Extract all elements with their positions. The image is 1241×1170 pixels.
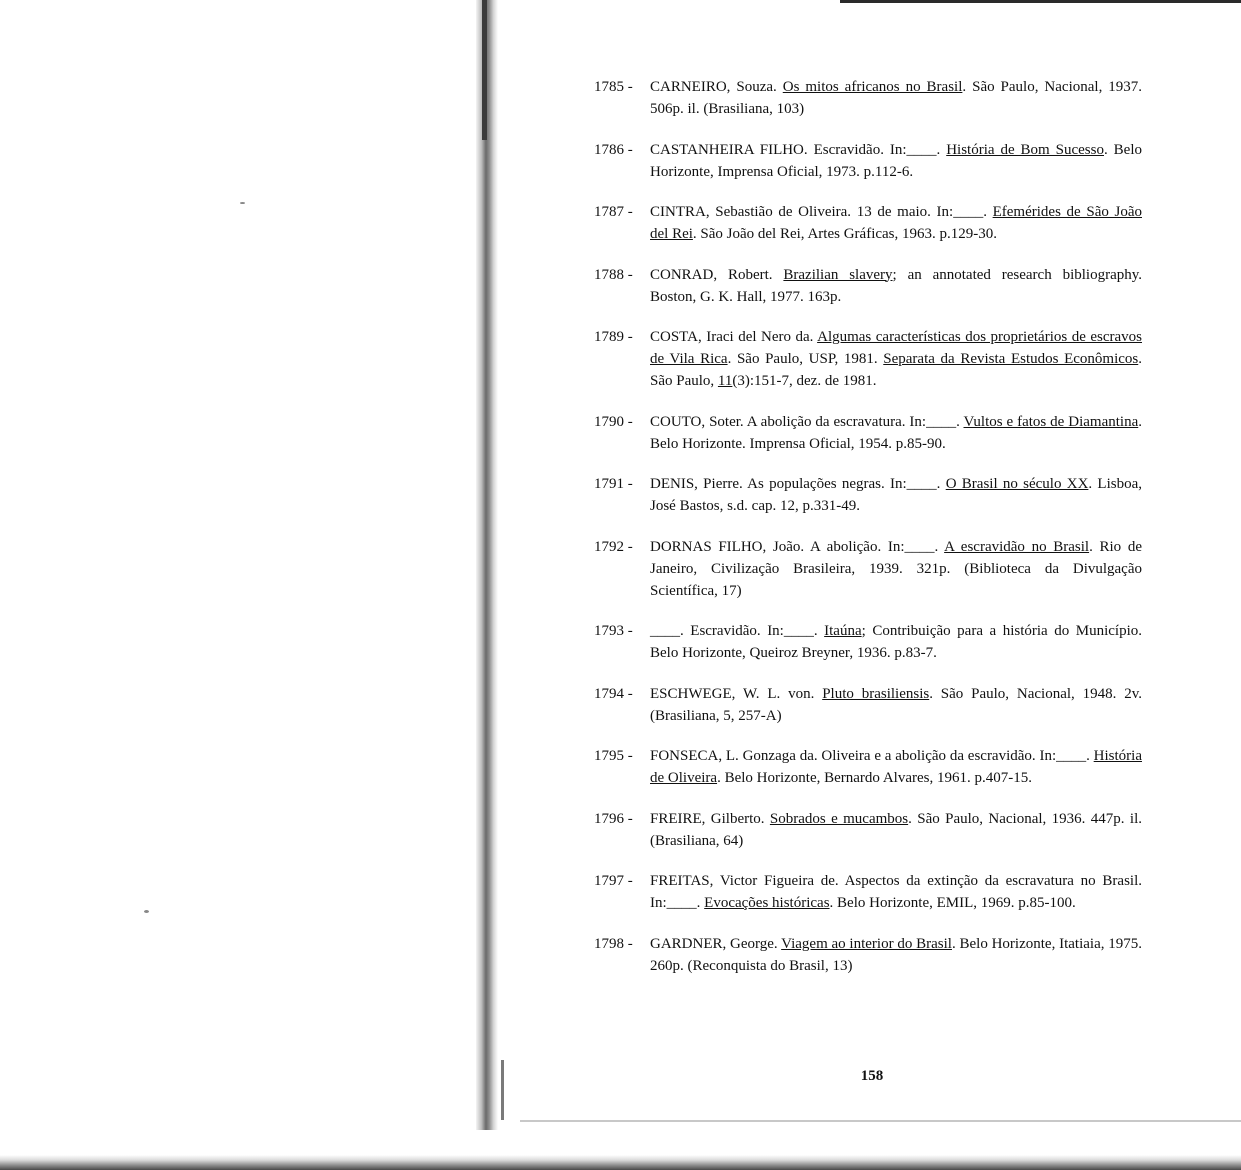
entry-title-underlined: Os mitos africanos no Brasil <box>782 79 963 95</box>
bibliography-entry <box>594 139 1142 183</box>
entry-number: 1791 - <box>594 476 633 492</box>
page-number: 158 <box>860 1068 884 1084</box>
entry-text-segment: . São Paulo, <box>650 351 1142 389</box>
entry-title-underlined: A escravidão no Brasil <box>944 538 1090 555</box>
binding-edge-mark <box>501 1060 504 1120</box>
entry-text-segment: . Belo Horizonte, Itatiaia, 1975. 260p. (Reconquista do Brasil, 13) <box>650 935 1142 974</box>
entry-number: 1792 - <box>594 538 633 555</box>
entry-text-segment: COUTO, Soter. A abolição da escravatura. In:____. <box>650 413 964 430</box>
entry-text <box>650 326 1142 392</box>
entry-text-segment: FONSECA, L. Gonzaga da. Oliveira e a abolição da escravidão. In:____. <box>650 748 1094 764</box>
bibliography-entry <box>594 808 1142 852</box>
entry-number: 1789 - <box>594 329 633 345</box>
entry-title-underlined: 11 <box>717 373 733 389</box>
page-bottom-edge <box>520 1120 1241 1122</box>
entry-text-segment: GARDNER, George. <box>650 935 782 952</box>
book-binding-shadow <box>476 0 498 1130</box>
entry-text <box>650 620 1142 664</box>
entry-text-segment: FREITAS, Victor Figueira de. Aspectos da extinção da escravatura no Brasil. In:____. <box>650 873 1142 911</box>
entry-number: 1796 - <box>594 810 633 827</box>
entry-text-segment: CASTANHEIRA FILHO. Escravidão. In:____. <box>650 141 947 158</box>
entry-number: 1793 - <box>594 623 633 639</box>
bibliography-entry <box>594 620 1142 664</box>
entry-number: 1798 - <box>594 935 633 952</box>
entry-text-segment: ; Contribuição para a história do Município. Belo Horizonte, Queiroz Breyner, 1936. p.83-7. <box>650 623 1142 661</box>
entry-number: 1786 - <box>594 141 633 158</box>
entry-text-segment: . Lisboa, José Bastos, s.d. cap. 12, p.331-49. <box>650 476 1142 514</box>
bibliography-entry <box>594 536 1142 602</box>
entry-text <box>650 745 1142 789</box>
bibliography-entry <box>594 326 1142 392</box>
entry-title-underlined: Evocações históricas <box>704 895 830 911</box>
bibliography-entry <box>594 933 1142 977</box>
entry-text-segment: ____. Escravidão. In:____. <box>650 623 825 639</box>
bibliography-entry <box>594 683 1142 727</box>
entry-number: 1785 - <box>594 79 633 95</box>
entry-text <box>650 264 1142 308</box>
entry-text <box>650 933 1142 977</box>
entry-text-segment: . São Paulo, Nacional, 1937. 506p. il. (Brasiliana, 103) <box>650 79 1143 117</box>
entry-text-segment: FREIRE, Gilberto. <box>650 810 770 827</box>
entry-title-underlined: Pluto brasiliensis <box>822 685 930 702</box>
bibliography-entry <box>594 76 1142 120</box>
entry-title-underlined: Algumas características dos proprietários de escravos de Vila Rica <box>650 329 1142 367</box>
bibliography-entry <box>594 473 1142 517</box>
entry-text <box>650 683 1142 727</box>
scan-top-edge <box>840 0 1241 3</box>
entry-text-segment: . São Paulo, USP, 1981. <box>727 351 884 367</box>
entry-title-underlined: O Brasil no século XX <box>945 476 1089 492</box>
entry-title-underlined: Vultos e fatos de Diamantina <box>963 413 1139 430</box>
bibliography-entry <box>594 201 1142 245</box>
entry-text <box>650 808 1142 852</box>
scan-speck <box>144 910 149 913</box>
entry-number: 1790 - <box>594 413 633 430</box>
scan-speck <box>240 202 245 204</box>
scan-bottom-shadow <box>0 1155 1241 1170</box>
entry-text <box>650 473 1142 517</box>
entry-text <box>650 139 1142 183</box>
entry-title-underlined: Brazilian slavery <box>783 266 893 283</box>
bibliography-entry <box>594 870 1142 914</box>
bibliography-entry <box>594 745 1142 789</box>
entry-number: 1788 - <box>594 266 633 283</box>
entry-number: 1794 - <box>594 685 633 702</box>
entry-text-segment: (3):151-7, dez. de 1981. <box>732 373 877 389</box>
entry-text-segment: . Belo Horizonte. Imprensa Oficial, 1954. p.85-90. <box>650 413 1142 452</box>
entry-text-segment: . São João del Rei, Artes Gráficas, 1963. p.129-30. <box>692 226 998 242</box>
entry-text-segment: . São Paulo, Nacional, 1936. 447p. il. (Brasiliana, 64) <box>650 810 1142 849</box>
bibliography-entry <box>594 411 1142 455</box>
entry-text-segment: . Belo Horizonte, Bernardo Alvares, 1961. p.407-15. <box>717 770 1032 786</box>
entry-title-underlined: História de Bom Sucesso <box>946 141 1104 158</box>
entry-title-underlined: Separata da Revista Estudos Econômicos <box>883 351 1139 367</box>
entry-text-segment: COSTA, Iraci del Nero da. <box>650 329 818 345</box>
entry-text <box>650 870 1142 914</box>
entry-text-segment: CARNEIRO, Souza. <box>650 79 783 95</box>
entry-text <box>650 76 1142 120</box>
entry-text-segment: . Belo Horizonte, Imprensa Oficial, 1973. p.112-6. <box>650 141 1142 180</box>
entry-text-segment: . Belo Horizonte, EMIL, 1969. p.85-100. <box>829 895 1076 911</box>
entry-text-segment: CONRAD, Robert. <box>650 266 784 283</box>
entry-text <box>650 536 1142 602</box>
entry-number: 1787 - <box>594 204 633 220</box>
entry-title-underlined: História de Oliveira <box>650 748 1142 786</box>
entry-text <box>650 411 1142 455</box>
entry-text-segment: . Rio de Janeiro, Civilização Brasileira, 1939. 321p. (Biblioteca da Divulgação Scientífica, 17) <box>650 538 1142 599</box>
entry-text-segment: ESCHWEGE, W. L. von. <box>650 685 823 702</box>
entry-text-segment: ; an annotated research bibliography. Boston, G. K. Hall, 1977. 163p. <box>650 266 1142 305</box>
bibliography-entry <box>594 264 1142 308</box>
entry-text-segment: DENIS, Pierre. As populações negras. In:____. <box>650 476 946 492</box>
entry-text-segment: CINTRA, Sebastião de Oliveira. 13 de maio. In:____. <box>650 204 993 220</box>
entry-title-underlined: Efemérides de São João del Rei <box>650 204 1142 242</box>
entry-title-underlined: Viagem ao interior do Brasil <box>781 935 952 952</box>
entry-text-segment: DORNAS FILHO, João. A abolição. In:____. <box>650 538 945 555</box>
binding-dark-mark <box>482 0 487 140</box>
entry-text-segment: . São Paulo, Nacional, 1948. 2v. (Brasiliana, 5, 257-A) <box>650 685 1142 724</box>
entry-number: 1797 - <box>594 873 633 889</box>
entry-text <box>650 201 1142 245</box>
bibliography-entries <box>594 76 1142 995</box>
entry-title-underlined: Sobrados e mucambos <box>769 810 909 827</box>
entry-title-underlined: Itaúna <box>824 623 862 639</box>
entry-number: 1795 - <box>594 748 633 764</box>
